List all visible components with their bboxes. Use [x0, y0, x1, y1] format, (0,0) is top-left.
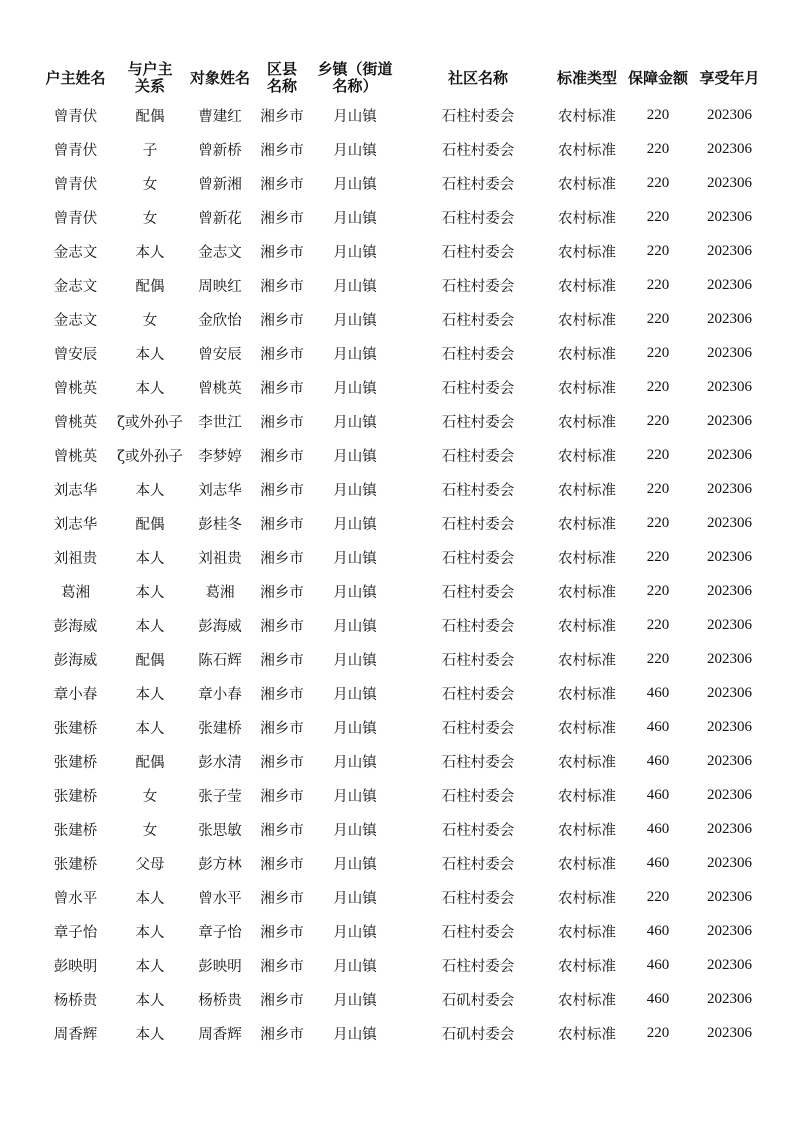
county-cell: 湘乡市: [260, 686, 304, 703]
community-cell: 石柱村委会: [441, 822, 515, 839]
period-cell: 202306: [707, 786, 752, 803]
table-row: [34, 574, 764, 608]
standard-type-cell: 农村标准: [558, 1026, 616, 1043]
table-row: [34, 302, 764, 336]
county-cell: 湘乡市: [260, 550, 304, 567]
relation-cell: 配偶: [135, 754, 165, 771]
relation-cell: 本人: [135, 992, 165, 1009]
relation-cell: ζ或外孙子: [117, 448, 183, 465]
community-cell: 石柱村委会: [441, 312, 515, 329]
household-name-cell: 彭海威: [53, 618, 98, 635]
member-name-cell: 张子莹: [198, 788, 242, 805]
household-name-cell: 金志文: [53, 312, 98, 329]
standard-type-cell: 农村标准: [558, 414, 616, 431]
member-name-cell: 彭方林: [198, 856, 242, 873]
town-cell: 月山镇: [333, 380, 377, 397]
period-cell: 202306: [707, 208, 752, 225]
town-cell: 月山镇: [333, 278, 377, 295]
household-name-cell: 彭映明: [53, 958, 98, 975]
county-cell: 湘乡市: [260, 992, 304, 1009]
household-name-cell: 彭海威: [53, 652, 98, 669]
relation-cell: 女: [142, 176, 158, 193]
household-name-cell: 曾桃英: [53, 414, 98, 431]
community-cell: 石柱村委会: [441, 754, 515, 771]
town-cell: 月山镇: [333, 856, 377, 873]
community-cell: 石柱村委会: [441, 176, 515, 193]
amount-cell: 220: [646, 1024, 670, 1041]
county-cell: 湘乡市: [260, 142, 304, 159]
table-row: [34, 812, 764, 846]
head-member-name: 对象姓名: [189, 68, 250, 87]
community-cell: 石柱村委会: [441, 380, 515, 397]
relation-cell: 本人: [135, 346, 165, 363]
county-cell: 湘乡市: [260, 346, 304, 363]
standard-type-cell: 农村标准: [558, 686, 616, 703]
community-cell: 石柱村委会: [441, 788, 515, 805]
household-name-cell: 章子怡: [53, 924, 98, 941]
town-cell: 月山镇: [333, 244, 377, 261]
head-period: 享受年月: [699, 68, 760, 87]
table-row: [34, 608, 764, 642]
standard-type-cell: 农村标准: [558, 244, 616, 261]
household-name-cell: 曾青伏: [53, 176, 98, 193]
amount-cell: 220: [646, 616, 670, 633]
standard-type-cell: 农村标准: [558, 380, 616, 397]
member-name-cell: 葛湘: [205, 584, 235, 601]
amount-cell: 220: [646, 548, 670, 565]
amount-cell: 220: [646, 276, 670, 293]
member-name-cell: 陈石辉: [198, 652, 242, 669]
amount-cell: 220: [646, 344, 670, 361]
household-name-cell: 金志文: [53, 278, 98, 295]
table-row: [34, 268, 764, 302]
amount-cell: 220: [646, 140, 670, 157]
town-cell: 月山镇: [333, 142, 377, 159]
standard-type-cell: 农村标准: [558, 142, 616, 159]
relation-cell: 本人: [135, 720, 165, 737]
household-name-cell: 曾桃英: [53, 448, 98, 465]
table-row: [34, 200, 764, 234]
table-header: [34, 58, 764, 98]
amount-cell: 220: [646, 208, 670, 225]
county-cell: 湘乡市: [260, 1026, 304, 1043]
household-name-cell: 曾青伏: [53, 108, 98, 125]
county-cell: 湘乡市: [260, 278, 304, 295]
amount-cell: 460: [646, 922, 670, 939]
standard-type-cell: 农村标准: [558, 312, 616, 329]
head-amount: 保障金额: [627, 68, 688, 87]
table-row: [34, 234, 764, 268]
town-cell: 月山镇: [333, 686, 377, 703]
standard-type-cell: 农村标准: [558, 890, 616, 907]
table-row: [34, 846, 764, 880]
community-cell: 石柱村委会: [441, 482, 515, 499]
head-county: 区县 名称: [266, 60, 297, 95]
member-name-cell: 曾安辰: [198, 346, 242, 363]
table-row: [34, 676, 764, 710]
community-cell: 石柱村委会: [441, 856, 515, 873]
county-cell: 湘乡市: [260, 244, 304, 261]
member-name-cell: 章子怡: [198, 924, 242, 941]
amount-cell: 460: [646, 990, 670, 1007]
relation-cell: 本人: [135, 686, 165, 703]
relation-cell: 本人: [135, 550, 165, 567]
county-cell: 湘乡市: [260, 482, 304, 499]
member-name-cell: 彭海威: [198, 618, 242, 635]
town-cell: 月山镇: [333, 482, 377, 499]
town-cell: 月山镇: [333, 720, 377, 737]
amount-cell: 220: [646, 242, 670, 259]
town-cell: 月山镇: [333, 176, 377, 193]
town-cell: 月山镇: [333, 312, 377, 329]
member-name-cell: 章小春: [198, 686, 242, 703]
town-cell: 月山镇: [333, 652, 377, 669]
member-name-cell: 金志文: [198, 244, 242, 261]
member-name-cell: 周香辉: [198, 1026, 242, 1043]
community-cell: 石矶村委会: [441, 1026, 515, 1043]
assistance-roster-sheet: [34, 58, 764, 1050]
period-cell: 202306: [707, 1024, 752, 1041]
table-row: [34, 438, 764, 472]
head-relation: 与户主 关系: [127, 60, 173, 95]
table-row: [34, 472, 764, 506]
town-cell: 月山镇: [333, 414, 377, 431]
town-cell: 月山镇: [333, 754, 377, 771]
table-row: [34, 98, 764, 132]
table-row: [34, 506, 764, 540]
table-row: [34, 642, 764, 676]
relation-cell: 本人: [135, 244, 165, 261]
county-cell: 湘乡市: [260, 176, 304, 193]
member-name-cell: 李世江: [198, 414, 242, 431]
county-cell: 湘乡市: [260, 958, 304, 975]
assistance-roster-table: [34, 58, 764, 1050]
amount-cell: 460: [646, 956, 670, 973]
period-cell: 202306: [707, 174, 752, 191]
period-cell: 202306: [707, 922, 752, 939]
household-name-cell: 张建桥: [53, 788, 98, 805]
standard-type-cell: 农村标准: [558, 516, 616, 533]
household-name-cell: 张建桥: [53, 720, 98, 737]
county-cell: 湘乡市: [260, 822, 304, 839]
period-cell: 202306: [707, 310, 752, 327]
county-cell: 湘乡市: [260, 788, 304, 805]
community-cell: 石柱村委会: [441, 550, 515, 567]
table-row: [34, 744, 764, 778]
town-cell: 月山镇: [333, 1026, 377, 1043]
town-cell: 月山镇: [333, 618, 377, 635]
amount-cell: 460: [646, 854, 670, 871]
period-cell: 202306: [707, 514, 752, 531]
relation-cell: 配偶: [135, 278, 165, 295]
household-name-cell: 金志文: [53, 244, 98, 261]
household-name-cell: 曾桃英: [53, 380, 98, 397]
household-name-cell: 刘祖贵: [53, 550, 98, 567]
standard-type-cell: 农村标准: [558, 992, 616, 1009]
amount-cell: 220: [646, 480, 670, 497]
household-name-cell: 曾青伏: [53, 142, 98, 159]
period-cell: 202306: [707, 412, 752, 429]
relation-cell: 本人: [135, 890, 165, 907]
member-name-cell: 彭桂冬: [198, 516, 242, 533]
member-name-cell: 刘志华: [198, 482, 242, 499]
table-row: [34, 914, 764, 948]
relation-cell: 配偶: [135, 652, 165, 669]
table-row: [34, 778, 764, 812]
amount-cell: 220: [646, 582, 670, 599]
standard-type-cell: 农村标准: [558, 822, 616, 839]
community-cell: 石柱村委会: [441, 278, 515, 295]
amount-cell: 460: [646, 718, 670, 735]
standard-type-cell: 农村标准: [558, 618, 616, 635]
household-name-cell: 曾水平: [53, 890, 98, 907]
county-cell: 湘乡市: [260, 754, 304, 771]
amount-cell: 220: [646, 174, 670, 191]
standard-type-cell: 农村标准: [558, 584, 616, 601]
county-cell: 湘乡市: [260, 108, 304, 125]
period-cell: 202306: [707, 140, 752, 157]
head-town: 乡镇（街道 名称）: [317, 60, 393, 95]
period-cell: 202306: [707, 752, 752, 769]
member-name-cell: 曾新湘: [198, 176, 242, 193]
table-row: [34, 880, 764, 914]
household-name-cell: 杨桥贵: [53, 992, 98, 1009]
relation-cell: 本人: [135, 1026, 165, 1043]
town-cell: 月山镇: [333, 108, 377, 125]
period-cell: 202306: [707, 684, 752, 701]
period-cell: 202306: [707, 854, 752, 871]
amount-cell: 460: [646, 752, 670, 769]
head-household-name: 户主姓名: [45, 68, 106, 87]
household-name-cell: 张建桥: [53, 754, 98, 771]
table-row: [34, 336, 764, 370]
county-cell: 湘乡市: [260, 924, 304, 941]
member-name-cell: 刘祖贵: [198, 550, 242, 567]
amount-cell: 220: [646, 514, 670, 531]
county-cell: 湘乡市: [260, 516, 304, 533]
community-cell: 石柱村委会: [441, 142, 515, 159]
town-cell: 月山镇: [333, 924, 377, 941]
period-cell: 202306: [707, 446, 752, 463]
amount-cell: 220: [646, 412, 670, 429]
town-cell: 月山镇: [333, 890, 377, 907]
period-cell: 202306: [707, 548, 752, 565]
county-cell: 湘乡市: [260, 210, 304, 227]
period-cell: 202306: [707, 242, 752, 259]
period-cell: 202306: [707, 276, 752, 293]
period-cell: 202306: [707, 378, 752, 395]
relation-cell: 本人: [135, 482, 165, 499]
county-cell: 湘乡市: [260, 584, 304, 601]
table-row: [34, 404, 764, 438]
member-name-cell: 张建桥: [198, 720, 242, 737]
table-row: [34, 540, 764, 574]
relation-cell: 父母: [135, 856, 165, 873]
amount-cell: 460: [646, 820, 670, 837]
member-name-cell: 曾新花: [198, 210, 242, 227]
standard-type-cell: 农村标准: [558, 482, 616, 499]
community-cell: 石柱村委会: [441, 210, 515, 227]
standard-type-cell: 农村标准: [558, 448, 616, 465]
relation-cell: 女: [142, 312, 158, 329]
household-name-cell: 曾青伏: [53, 210, 98, 227]
table-row: [34, 1016, 764, 1050]
head-standard-type: 标准类型: [556, 68, 617, 87]
county-cell: 湘乡市: [260, 448, 304, 465]
period-cell: 202306: [707, 990, 752, 1007]
community-cell: 石柱村委会: [441, 346, 515, 363]
table-row: [34, 710, 764, 744]
relation-cell: 配偶: [135, 516, 165, 533]
relation-cell: 本人: [135, 618, 165, 635]
member-name-cell: 曹建红: [198, 108, 242, 125]
table-row: [34, 370, 764, 404]
member-name-cell: 彭水清: [198, 754, 242, 771]
relation-cell: 配偶: [135, 108, 165, 125]
community-cell: 石柱村委会: [441, 924, 515, 941]
relation-cell: 女: [142, 210, 158, 227]
household-name-cell: 葛湘: [61, 584, 90, 601]
county-cell: 湘乡市: [260, 312, 304, 329]
town-cell: 月山镇: [333, 448, 377, 465]
standard-type-cell: 农村标准: [558, 788, 616, 805]
amount-cell: 220: [646, 310, 670, 327]
table-body: [34, 98, 764, 1050]
relation-cell: 本人: [135, 584, 165, 601]
period-cell: 202306: [707, 820, 752, 837]
amount-cell: 460: [646, 786, 670, 803]
table-row: [34, 166, 764, 200]
household-name-cell: 刘志华: [53, 516, 98, 533]
town-cell: 月山镇: [333, 992, 377, 1009]
member-name-cell: 杨桥贵: [198, 992, 242, 1009]
community-cell: 石柱村委会: [441, 108, 515, 125]
town-cell: 月山镇: [333, 516, 377, 533]
member-name-cell: 曾新桥: [198, 142, 242, 159]
town-cell: 月山镇: [333, 788, 377, 805]
member-name-cell: 金欣怡: [198, 312, 242, 329]
amount-cell: 220: [646, 650, 670, 667]
county-cell: 湘乡市: [260, 618, 304, 635]
community-cell: 石柱村委会: [441, 720, 515, 737]
standard-type-cell: 农村标准: [558, 720, 616, 737]
household-name-cell: 刘志华: [53, 482, 98, 499]
standard-type-cell: 农村标准: [558, 856, 616, 873]
amount-cell: 220: [646, 446, 670, 463]
member-name-cell: 张思敏: [198, 822, 242, 839]
period-cell: 202306: [707, 650, 752, 667]
relation-cell: 本人: [135, 958, 165, 975]
period-cell: 202306: [707, 616, 752, 633]
community-cell: 石柱村委会: [441, 244, 515, 261]
standard-type-cell: 农村标准: [558, 958, 616, 975]
member-name-cell: 李梦婷: [198, 448, 242, 465]
standard-type-cell: 农村标准: [558, 652, 616, 669]
community-cell: 石柱村委会: [441, 958, 515, 975]
table-row: [34, 982, 764, 1016]
period-cell: 202306: [707, 888, 752, 905]
community-cell: 石柱村委会: [441, 448, 515, 465]
head-community: 社区名称: [447, 68, 508, 87]
member-name-cell: 曾水平: [198, 890, 242, 907]
relation-cell: 本人: [135, 924, 165, 941]
county-cell: 湘乡市: [260, 720, 304, 737]
standard-type-cell: 农村标准: [558, 754, 616, 771]
community-cell: 石柱村委会: [441, 890, 515, 907]
member-name-cell: 彭映明: [198, 958, 242, 975]
relation-cell: 子: [142, 142, 158, 159]
period-cell: 202306: [707, 344, 752, 361]
standard-type-cell: 农村标准: [558, 346, 616, 363]
relation-cell: 女: [142, 788, 158, 805]
relation-cell: 女: [142, 822, 158, 839]
household-name-cell: 张建桥: [53, 822, 98, 839]
county-cell: 湘乡市: [260, 414, 304, 431]
standard-type-cell: 农村标准: [558, 210, 616, 227]
community-cell: 石柱村委会: [441, 414, 515, 431]
household-name-cell: 张建桥: [53, 856, 98, 873]
standard-type-cell: 农村标准: [558, 176, 616, 193]
standard-type-cell: 农村标准: [558, 550, 616, 567]
standard-type-cell: 农村标准: [558, 924, 616, 941]
amount-cell: 220: [646, 378, 670, 395]
community-cell: 石柱村委会: [441, 618, 515, 635]
relation-cell: ζ或外孙子: [117, 414, 183, 431]
amount-cell: 220: [646, 106, 670, 123]
community-cell: 石柱村委会: [441, 686, 515, 703]
community-cell: 石柱村委会: [441, 652, 515, 669]
period-cell: 202306: [707, 106, 752, 123]
county-cell: 湘乡市: [260, 380, 304, 397]
town-cell: 月山镇: [333, 346, 377, 363]
town-cell: 月山镇: [333, 958, 377, 975]
town-cell: 月山镇: [333, 210, 377, 227]
household-name-cell: 曾安辰: [53, 346, 98, 363]
period-cell: 202306: [707, 480, 752, 497]
period-cell: 202306: [707, 718, 752, 735]
amount-cell: 220: [646, 888, 670, 905]
town-cell: 月山镇: [333, 550, 377, 567]
household-name-cell: 周香辉: [53, 1026, 98, 1043]
table-row: [34, 132, 764, 166]
county-cell: 湘乡市: [260, 652, 304, 669]
county-cell: 湘乡市: [260, 890, 304, 907]
period-cell: 202306: [707, 956, 752, 973]
town-cell: 月山镇: [333, 822, 377, 839]
table-row: [34, 948, 764, 982]
county-cell: 湘乡市: [260, 856, 304, 873]
period-cell: 202306: [707, 582, 752, 599]
standard-type-cell: 农村标准: [558, 278, 616, 295]
household-name-cell: 章小春: [53, 686, 98, 703]
community-cell: 石柱村委会: [441, 516, 515, 533]
member-name-cell: 曾桃英: [198, 380, 242, 397]
standard-type-cell: 农村标准: [558, 108, 616, 125]
community-cell: 石矶村委会: [441, 992, 515, 1009]
amount-cell: 460: [646, 684, 670, 701]
relation-cell: 本人: [135, 380, 165, 397]
member-name-cell: 周映红: [198, 278, 242, 295]
community-cell: 石柱村委会: [441, 584, 515, 601]
header-row: [34, 58, 764, 98]
town-cell: 月山镇: [333, 584, 377, 601]
